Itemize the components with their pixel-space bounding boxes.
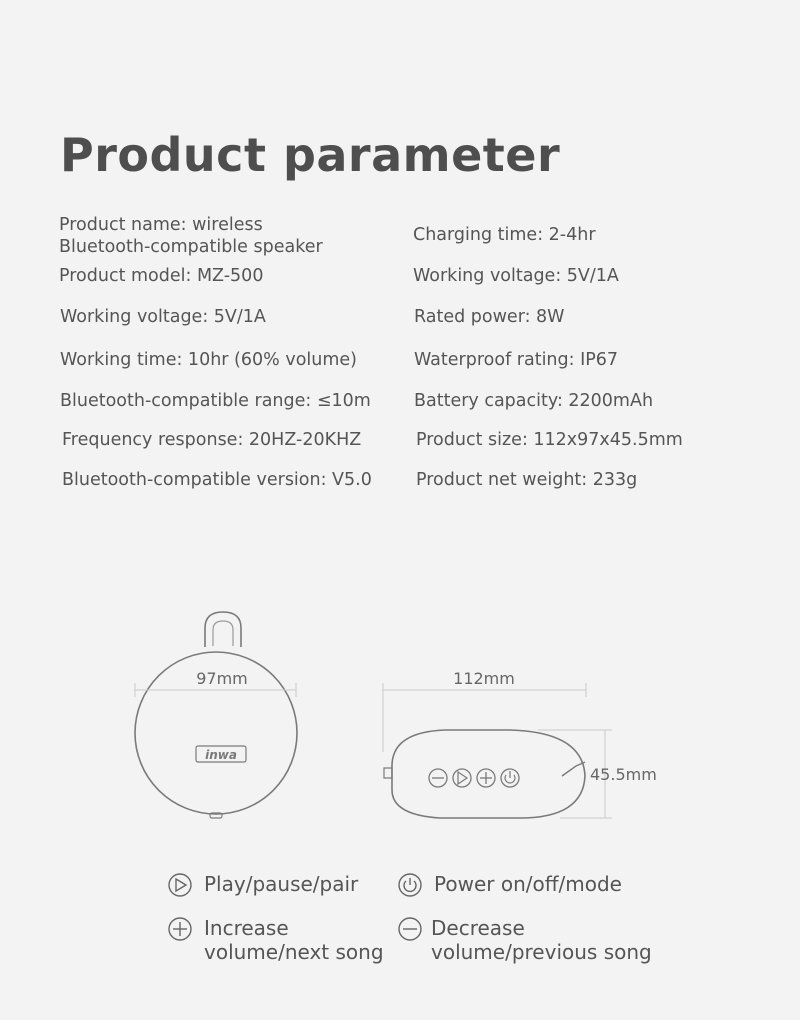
legend-power-text: Power on/off/mode [434,872,622,896]
legend-play-pause-text: Play/pause/pair [204,872,359,896]
spec-battery: Battery capacity: 2200mAh [414,391,654,411]
front-view [135,612,297,818]
height-label: 45.5mm [590,765,657,784]
play-pause-icon [166,872,194,898]
spec-product-model: Product model: MZ-500 [59,266,264,286]
product-diagram [0,600,800,840]
legend-increase-line1: Increase [204,916,289,940]
spec-working-voltage-right: Working voltage: 5V/1A [413,266,619,286]
minus-icon [396,916,424,942]
side-view [383,669,657,818]
legend-increase [166,916,396,968]
speaker-side-body [392,730,585,818]
spec-working-voltage: Working voltage: 5V/1A [60,307,266,327]
spec-product-name: Product name: wireless [59,215,263,235]
length-label: 112mm [453,669,515,688]
power-icon [396,872,424,898]
diameter-label: 97mm [196,669,248,688]
spec-charging-time: Charging time: 2-4hr [413,225,596,245]
legend-decrease-line2: volume/previous song [431,940,652,964]
legend-play-pause [166,872,396,900]
legend-increase-line2: volume/next song [204,940,384,964]
spec-waterproof: Waterproof rating: IP67 [414,350,619,370]
brand-label: inwa [205,748,237,762]
spec-working-time: Working time: 10hr (60% volume) [60,350,357,370]
spec-frequency-response: Frequency response: 20HZ-20KHZ [62,430,362,450]
spec-net-weight: Product net weight: 233g [416,470,638,490]
side-port [384,768,392,778]
spec-bt-version: Bluetooth-compatible version: V5.0 [62,470,372,490]
spec-product-size: Product size: 112x97x45.5mm [416,430,683,450]
spec-bt-range: Bluetooth-compatible range: ≤10m [60,391,371,411]
legend-decrease [396,916,676,968]
legend-decrease-line1: Decrease [431,916,525,940]
spec-product-name-cont: Bluetooth-compatible speaker [59,237,323,257]
plus-icon [166,916,194,942]
legend-power [396,872,656,900]
spec-rated-power: Rated power: 8W [414,307,565,327]
page-title: Product parameter [60,128,561,182]
hanging-loop [205,612,241,647]
